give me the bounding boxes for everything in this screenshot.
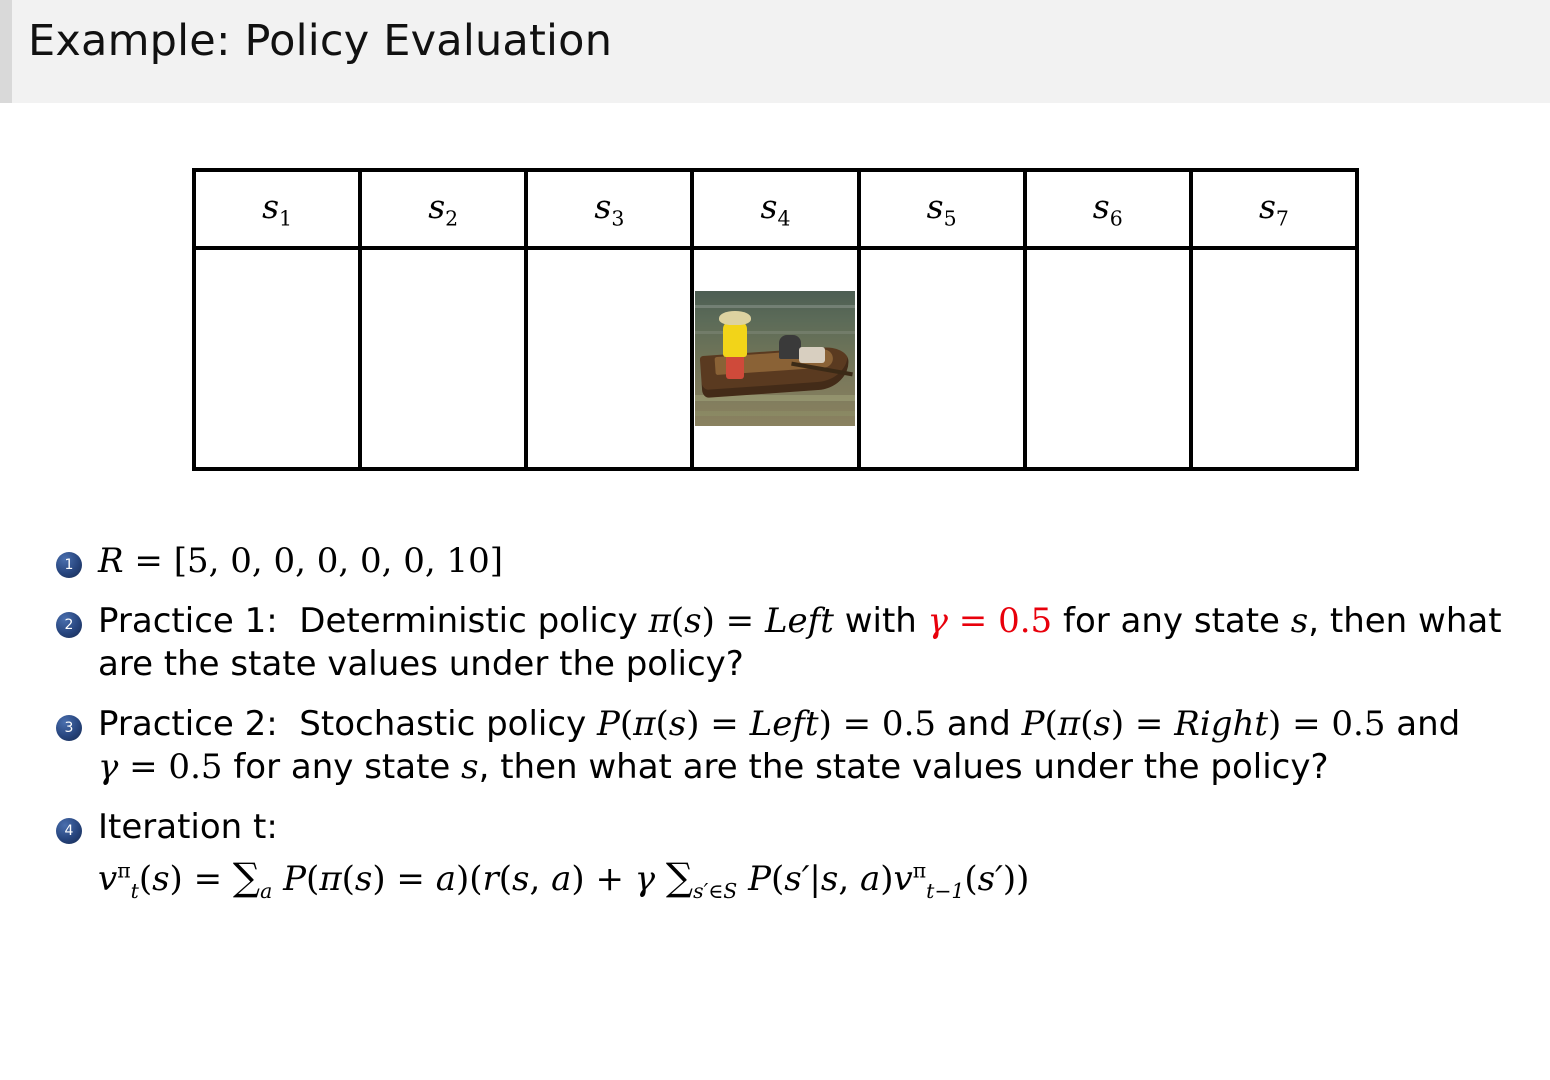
- state-cell-s4: [694, 250, 860, 467]
- bullet-marker-2: 2: [56, 612, 82, 638]
- reward-vector-text: R = [5, 0, 0, 0, 0, 0, 10]: [98, 541, 504, 581]
- state-header-s1: [196, 172, 362, 250]
- bullet-marker-4: 4: [56, 818, 82, 844]
- bullet-list: [56, 540, 1526, 920]
- state-header-s2: [362, 172, 528, 250]
- state-label-s4: $s_4$: [760, 187, 791, 231]
- state-cell-s3: [528, 250, 694, 467]
- state-header-s6: [1027, 172, 1193, 250]
- iteration-block: [98, 806, 1029, 904]
- states-table: [192, 168, 1359, 471]
- state-header-s5: [861, 172, 1027, 250]
- state-label-s3: $s_3$: [594, 187, 625, 231]
- bullet-marker-1: 1: [56, 552, 82, 578]
- state-label-s1: $s_1$: [262, 187, 293, 231]
- states-body-row: [196, 250, 1355, 467]
- bullet-practice-2: [56, 703, 1526, 790]
- state-cell-s6: [1027, 250, 1193, 467]
- states-header-row: [196, 172, 1355, 250]
- slide-title-bar: [0, 0, 1550, 103]
- state-header-s4: [694, 172, 860, 250]
- state-label-s6: $s_6$: [1092, 187, 1123, 231]
- bullet-practice-1: [56, 600, 1526, 687]
- practice-2-text: Practice 2: Stochastic policy P(π(s) = Left) = 0.5 and P(π(s) = Right) = 0.5 and γ = 0.5 for any state s, then what are the state values under the policy?: [98, 703, 1461, 788]
- practice-1-text: Practice 1: Deterministic policy π(s) = Left with γ = 0.5 for any state s, then what are the state values under the policy?: [98, 600, 1502, 685]
- state-cell-s5: [861, 250, 1027, 467]
- boat-photo-icon: [695, 291, 855, 426]
- state-cell-s7: [1193, 250, 1355, 467]
- state-label-s2: $s_2$: [428, 187, 459, 231]
- state-header-s3: [528, 172, 694, 250]
- state-cell-s2: [362, 250, 528, 467]
- bullet-iteration: [56, 806, 1526, 904]
- state-label-s5: $s_5$: [926, 187, 957, 231]
- state-label-s7: $s_7$: [1258, 187, 1289, 231]
- state-cell-s1: [196, 250, 362, 467]
- iteration-formula: $v^\pi_t(s) = \sum_a$ P(π(s) = a)(r(s, a) + γ $\sum_{s'\in S}$ P(s′|s, $a)v^\pi_{t-1}(s')$): [98, 855, 1030, 903]
- page-title: Example: Policy Evaluation: [28, 16, 613, 66]
- state-header-s7: [1193, 172, 1355, 250]
- iteration-label: Iteration t:: [98, 806, 278, 847]
- bullet-reward-vector: [56, 540, 1526, 584]
- bullet-marker-3: 3: [56, 715, 82, 741]
